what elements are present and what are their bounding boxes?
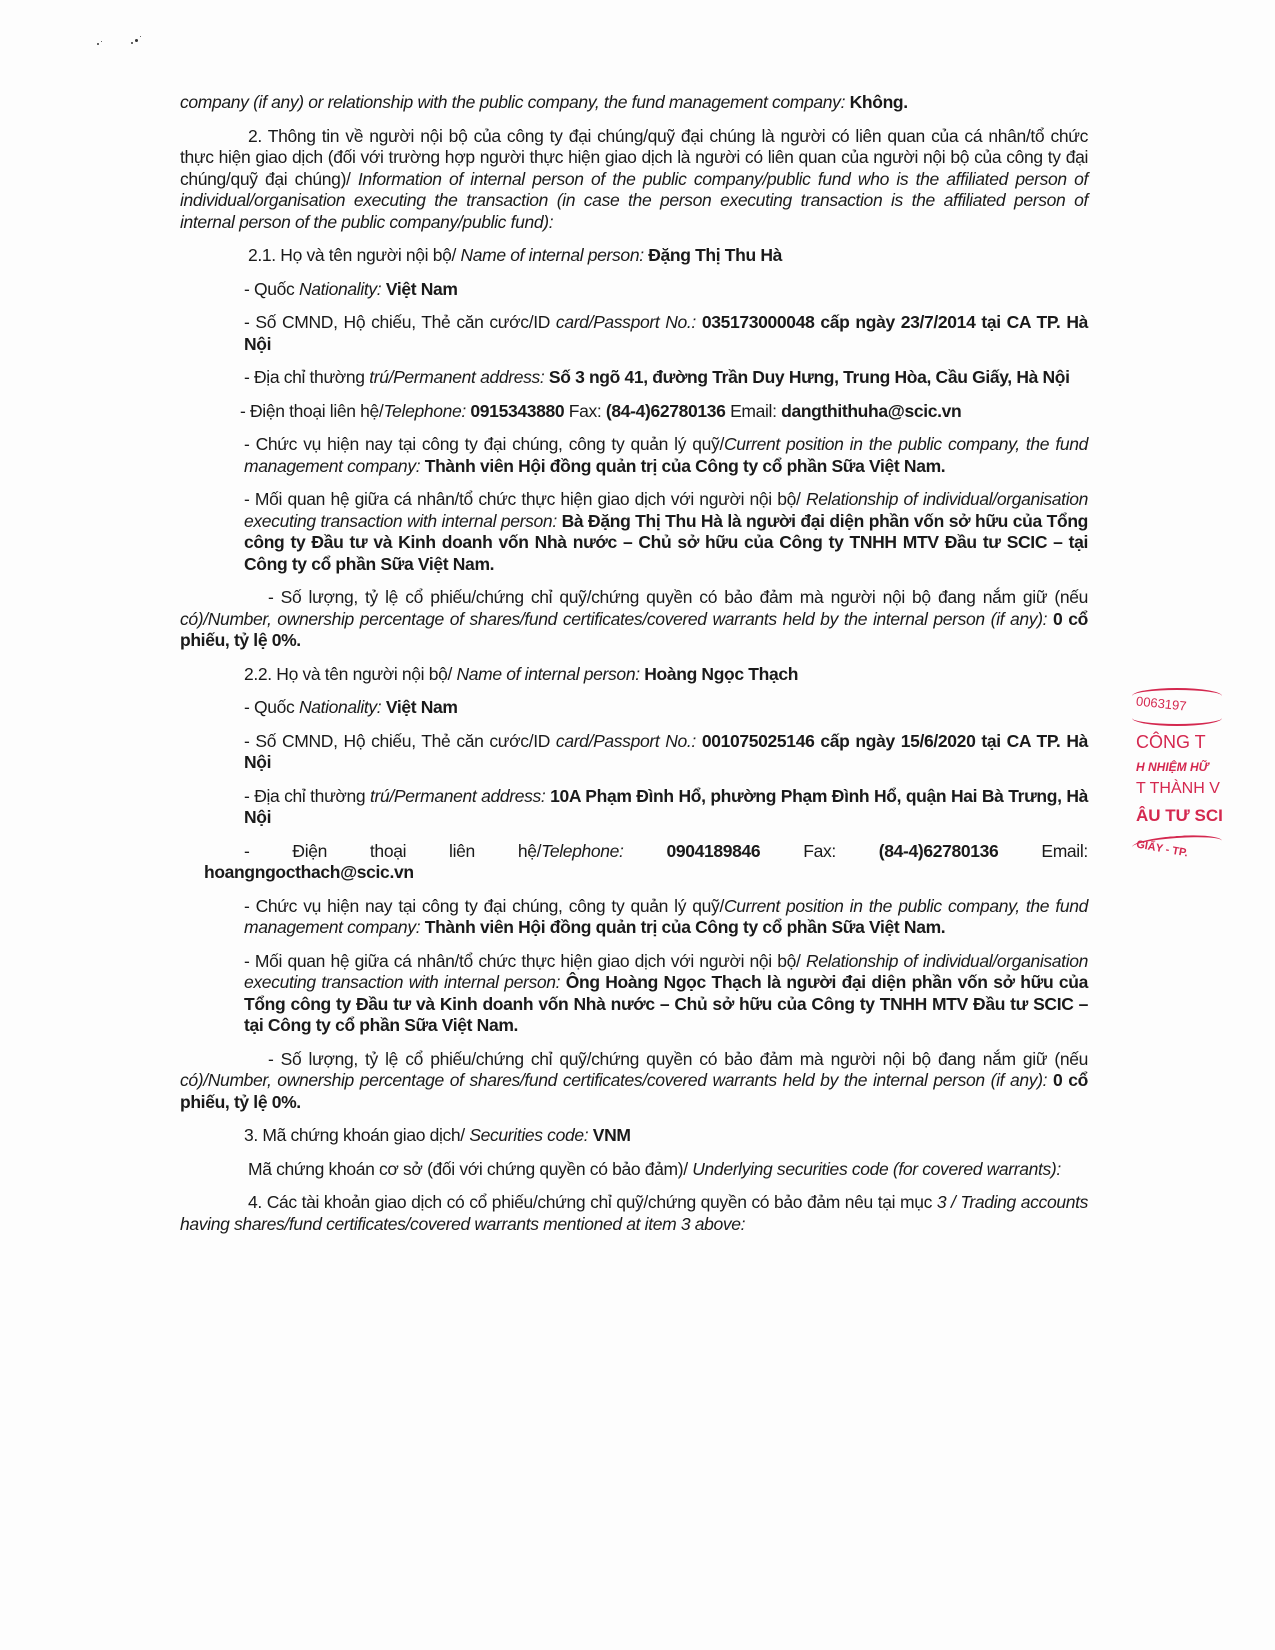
section-3-securities-code — [180, 1125, 1088, 1147]
person-2-email-line — [204, 862, 1088, 884]
phone-label-vi: - Điện thoại liên hệ/ — [240, 400, 384, 421]
id-label-vi: - Số CMND, Hộ chiếu, Thẻ căn cước/ID — [244, 312, 556, 332]
relationship-label-vi: - Mối quan hệ giữa cá nhân/tổ chức thực hiện giao dịch với người nội bộ/ — [244, 950, 801, 971]
position-label-en: Current position in the public company, the fund management company: — [244, 895, 1088, 937]
phone-label — [518, 841, 624, 863]
securities-code-label-en: Securities code: — [464, 1125, 589, 1145]
id-value: 035173000048 cấp ngày 23/7/2014 tại CA TP. Hà Nội — [244, 312, 1088, 354]
person-2-address — [180, 786, 1088, 829]
section-2-heading — [180, 126, 1088, 234]
phone-word: thoại — [369, 840, 407, 861]
email-value: hoangngocthach@scic.vn — [204, 862, 414, 882]
person-2-position — [180, 896, 1088, 939]
section-3-underlying — [180, 1159, 1088, 1181]
stamp-line: GIẤY - TP. — [1135, 838, 1189, 860]
fax-value: (84-4)62780136 — [601, 400, 726, 421]
address-value: Số 3 ngõ 41, đường Trần Duy Hưng, Trung Hòa, Cầu Giấy, Hà Nội — [544, 367, 1070, 387]
address-value: 10A Phạm Đình Hổ, phường Phạm Đình Hổ, quận Hai Bà Trưng, Hà Nội — [244, 785, 1089, 827]
email-label: Email: — [725, 400, 777, 421]
phone-label-en: Telephone: — [383, 400, 466, 421]
document-page — [180, 92, 1088, 1247]
id-label-en: card/Passport No.: — [555, 730, 696, 751]
underlying-label-vi: Mã chứng khoán cơ sở (đối với chứng quyền có bảo đảm)/ — [248, 1158, 688, 1179]
underlying-label-en: Underlying securities code (for covered warrants): — [687, 1158, 1061, 1179]
name-label-vi: 2.1. Họ và tên người nội bộ/ — [248, 245, 456, 265]
person-1-id — [180, 312, 1088, 355]
nationality-label-en: Nationality: — [298, 697, 382, 717]
email-value: dangthithuha@scic.vn — [776, 400, 962, 421]
person-1-position — [180, 434, 1088, 477]
name-label-en: Name of internal person: — [455, 245, 644, 265]
company-stamp — [1128, 688, 1228, 878]
address-label-vi: - Địa chỉ thường — [244, 785, 371, 806]
person-name: Hoàng Ngọc Thạch — [639, 663, 799, 684]
person-2-contact-line — [220, 841, 1088, 863]
id-value: 001075025146 cấp ngày 15/6/2020 tại CA TP. Hà Nội — [244, 730, 1088, 772]
holding-label-vi: - Số lượng, tỷ lệ cổ phiếu/chứng chỉ quỹ/chứng quyền có bảo đảm mà người nội bộ đang nắm giữ (nếu — [268, 1048, 1088, 1069]
holding-value: 0 cổ phiếu, tỷ lệ 0%. — [180, 608, 1088, 650]
nationality-value: Việt Nam — [381, 697, 458, 717]
person-1-nationality — [180, 279, 1088, 301]
holding-value: 0 cổ phiếu, tỷ lệ 0%. — [180, 1070, 1088, 1112]
stamp-line: ÂU TƯ SCI — [1136, 806, 1223, 825]
phone-value: 0904189846 — [666, 840, 761, 861]
address-label-en: trú/Permanent address: — [370, 785, 546, 806]
stamp-arc-mid — [1132, 710, 1222, 726]
holding-label-en: có)/Number, ownership percentage of shares/fund certificates/covered warrants held by the internal person (if any): — [180, 608, 1048, 629]
email-label: Email: — [1041, 840, 1088, 861]
section-2-heading-en: Information of internal person of the public company/public fund who is the affiliated person of individual/organisation executing the transaction (in case the person executing transaction is the affiliated person of internal person of the public company/public fund): — [180, 168, 1088, 232]
trading-accounts-label-vi: 4. Các tài khoản giao dịch có cổ phiếu/chứng chỉ quỹ/chứng quyền có bảo đảm nêu tại mục — [248, 1192, 937, 1212]
securities-code-value: VNM — [588, 1125, 631, 1145]
section-2-heading-vi: 2. Thông tin về người nội bộ của công ty đại chúng/quỹ đại chúng là người có liên quan của cá nhân/tổ chức thực hiện giao dịch (đối với trường hợp người thực hiện giao dịch là người có liên quan của người nội bộ của công ty đại chúng/quỹ đại chúng)/ — [180, 125, 1088, 189]
person-2-holding — [180, 1049, 1088, 1114]
nationality-label-vi: - Quốc — [244, 278, 299, 299]
phone-label-vi: hệ/ — [517, 840, 542, 861]
relationship-label-en: Relationship of individual/organisation executing transaction with internal person: — [244, 950, 1088, 992]
person-2-nationality — [180, 697, 1088, 719]
phone-label-en: Telephone: — [541, 840, 624, 861]
person-2-relationship — [180, 951, 1088, 1037]
holding-label-en: có)/Number, ownership percentage of shares/fund certificates/covered warrants held by the internal person (if any): — [180, 1070, 1048, 1090]
stamp-line: CÔNG T — [1136, 732, 1206, 752]
person-1-contact — [180, 401, 1088, 423]
position-label-vi: - Chức vụ hiện nay tại công ty đại chúng, công ty quản lý quỹ/ — [244, 895, 724, 916]
name-label-en: Name of internal person: — [451, 663, 640, 684]
person-1-address — [180, 367, 1088, 389]
stamp-line: 0063197 — [1135, 693, 1188, 714]
intro-tail — [180, 92, 1088, 114]
position-label-en: Current position in the public company, the fund management company: — [244, 434, 1088, 476]
person-1-holding — [180, 587, 1088, 652]
fax-label: Fax: — [564, 400, 602, 421]
relationship-value: Ông Hoàng Ngọc Thạch là người đại diện phần vốn sở hữu của Tổng công ty Đầu tư và Kinh doanh vốn Nhà nước – Chủ sở hữu của Công ty TNHH MTV Đầu tư SCIC – tại Công ty cổ phần Sữa Việt Nam. — [244, 972, 1088, 1035]
holding-label-vi: - Số lượng, tỷ lệ cổ phiếu/chứng chỉ quỹ/chứng quyền có bảo đảm mà người nội bộ đang nắm giữ (nếu — [268, 587, 1088, 607]
phone-value: 0915343880 — [465, 400, 565, 421]
address-label-vi: - Địa chỉ thường — [244, 367, 370, 387]
person-name: Đặng Thị Thu Hà — [643, 245, 782, 265]
securities-code-label-vi: 3. Mã chứng khoán giao dịch/ — [244, 1125, 465, 1145]
nationality-label-en: Nationality: — [298, 278, 382, 299]
dash: - — [244, 840, 250, 861]
person-2-name — [180, 664, 1088, 686]
relationship-label-vi: - Mối quan hệ giữa cá nhân/tổ chức thực hiện giao dịch với người nội bộ/ — [244, 489, 801, 509]
address-label-en: trú/Permanent address: — [369, 367, 545, 387]
stamp-line: T THÀNH V — [1136, 780, 1220, 797]
id-label-vi: - Số CMND, Hộ chiếu, Thẻ căn cước/ID — [244, 730, 556, 751]
fax-value: (84-4)62780136 — [878, 840, 999, 861]
phone-word: liên — [449, 840, 475, 861]
position-label-vi: - Chức vụ hiện nay tại công ty đại chúng, công ty quản lý quỹ/ — [244, 434, 724, 454]
position-value: Thành viên Hội đồng quản trị của Công ty cổ phần Sữa Việt Nam. — [420, 455, 946, 476]
relationship-value: Bà Đặng Thị Thu Hà là người đại diện phần vốn sở hữu của Tổng công ty Đầu tư và Kinh doanh vốn Nhà nước – Chủ sở hữu của Công ty TNHH MTV Đầu tư SCIC – tại Công ty cổ phần Sữa Việt Nam. — [244, 510, 1088, 574]
phone-word: Điện — [292, 840, 327, 861]
person-1-relationship — [180, 489, 1088, 575]
relationship-label-en: Relationship of individual/organisation executing transaction with internal person: — [244, 489, 1088, 531]
person-2-contact — [204, 840, 1088, 884]
intro-tail-value: Không. — [845, 92, 908, 112]
stamp-line: H NHIỆM HỮ — [1136, 760, 1209, 774]
id-label-en: card/Passport No.: — [555, 312, 696, 332]
nationality-value: Việt Nam — [381, 278, 458, 299]
trading-accounts-label-en: 3 / Trading accounts having shares/fund certificates/covered warrants mentioned at item 3 above: — [180, 1192, 1088, 1234]
name-label-vi: 2.2. Họ và tên người nội bộ/ — [244, 663, 452, 684]
position-value: Thành viên Hội đồng quản trị của Công ty cổ phần Sữa Việt Nam. — [420, 917, 946, 937]
scan-specks — [95, 35, 155, 55]
person-1-name — [180, 245, 1088, 267]
person-2-id — [180, 731, 1088, 774]
section-4-trading-accounts — [180, 1192, 1088, 1235]
nationality-label-vi: - Quốc — [244, 697, 299, 717]
fax-label: Fax: — [803, 840, 836, 861]
intro-tail-label: company (if any) or relationship with the public company, the fund management company: — [180, 92, 846, 112]
